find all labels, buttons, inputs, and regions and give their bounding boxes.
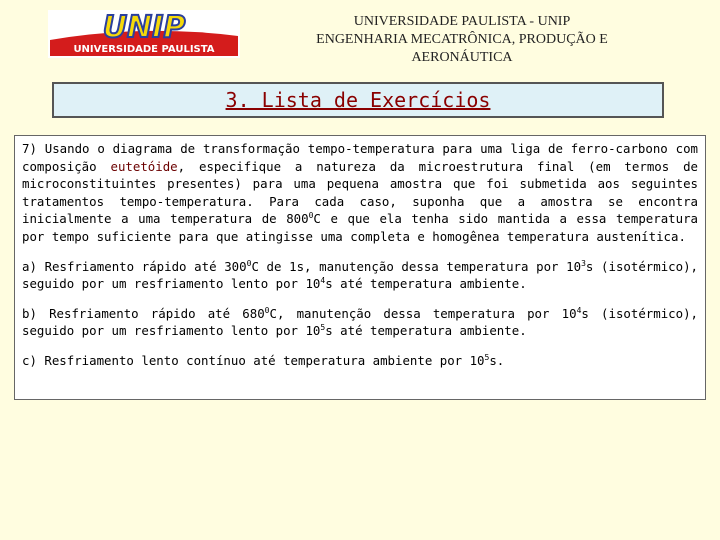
unip-logo bbox=[48, 10, 240, 58]
logo-wordmark: UNIP bbox=[102, 10, 186, 45]
problem-statement: 7) Usando o diagrama de transformação tempo-temperatura para uma liga de ferro-carbono com composição eutetóide, especifique a natureza da microestrutura final (em termos de microconstituintes presentes) para uma pequena amostra que foi submetida aos seguintes tratamentos tempo-temperatura. Para cada caso, suponha que a amostra se encontra inicialmente a uma temperatura de $800^0C$ e que ela tenha sido mantida a essa temperatura por tempo suficiente para que atingisse uma completa e homogênea temperatura austenítica. bbox=[22, 141, 699, 244]
page-title: 3. Lista de Exercícios bbox=[225, 88, 491, 112]
institution-header bbox=[262, 13, 662, 67]
header-line-2: ENGENHARIA MECATRÔNICA, PRODUÇÃO E bbox=[316, 32, 608, 47]
exercise-content bbox=[14, 135, 706, 400]
item-c: c) Resfriamento lento contínuo até temperatura ambiente por $10^5s$. bbox=[22, 352, 505, 368]
header-line-3: AERONÁUTICA bbox=[411, 50, 513, 65]
header-line-1: UNIVERSIDADE PAULISTA - UNIP bbox=[353, 14, 571, 29]
title-banner bbox=[52, 82, 664, 118]
item-a: a) Resfriamento rápido até $300^0C$ de 1s, manutenção dessa temperatura por $10^3s$ (isotérmico), seguido por um resfriamento lento por $10^4s$ até temperatura ambiente. bbox=[22, 258, 699, 292]
logo-subtext: UNIVERSIDADE PAULISTA bbox=[73, 44, 215, 55]
item-b: b) Resfriamento rápido até $680^0C$, manutenção dessa temperatura por $10^4s$ (isotérmico), seguido por um resfriamento lento por $10^5s$ até temperatura ambiente. bbox=[22, 305, 699, 339]
